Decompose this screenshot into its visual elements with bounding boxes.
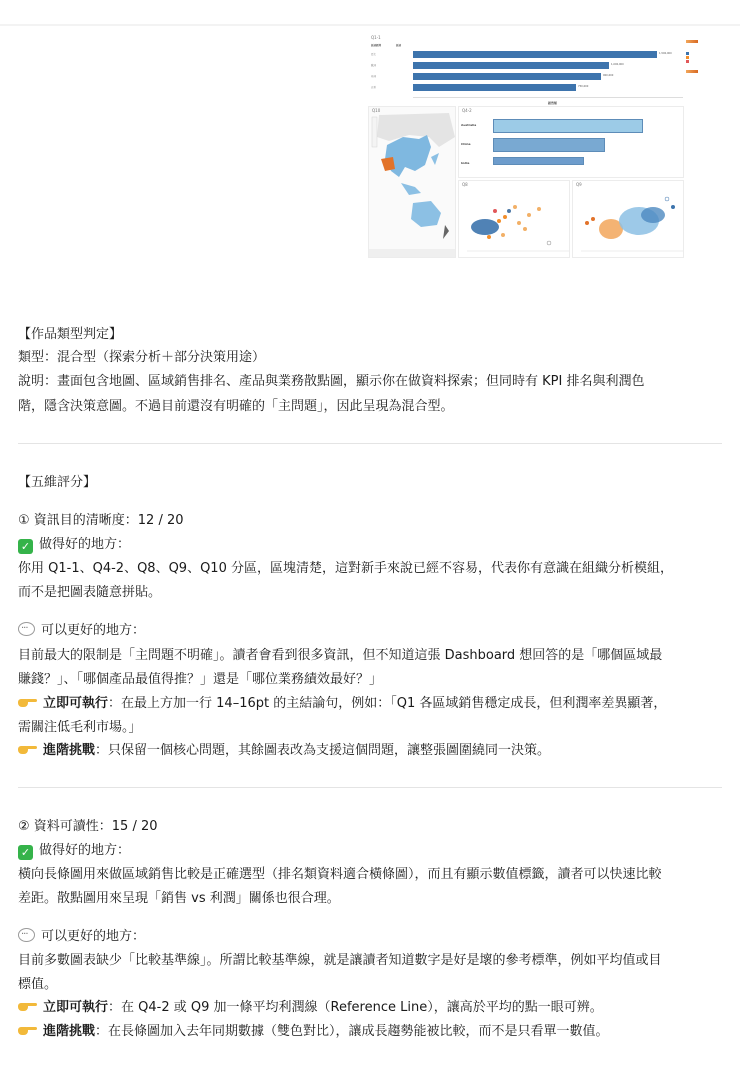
x-axis	[413, 97, 683, 98]
improve-points-text: 標值。	[18, 977, 58, 992]
panel-title: Q8	[462, 182, 468, 187]
row-label: Australia	[461, 123, 477, 127]
panel-title: Q4-2	[462, 108, 472, 113]
challenge-item: 進階挑戰：在長條圖加入去年同期數據（雙色對比），讓成長趨勢能被比較，而不是只看單一數值。	[18, 1021, 609, 1043]
bar	[413, 73, 601, 80]
description-line: 階，隱含決策意圖。不過目前還沒有明確的「主問題」，因此呈現為混合型。	[18, 399, 454, 414]
bar	[493, 157, 584, 165]
legend	[686, 36, 698, 96]
column-header: 區域	[396, 44, 402, 47]
row-label: 歐洲	[371, 64, 377, 67]
column-header: 區域經理	[371, 44, 382, 47]
criterion-title: ① 資訊目的清晰度：12 / 20	[18, 513, 184, 528]
bar	[413, 62, 609, 69]
type-line: 類型：混合型（探索分析＋部分決策用途）	[18, 350, 266, 365]
pointing-hand-icon	[18, 697, 37, 708]
row-label: China	[461, 142, 471, 146]
scatter-plot	[459, 181, 571, 259]
check-mark-icon: ✓	[18, 539, 33, 554]
bar	[413, 84, 576, 91]
panel-q10-map	[368, 106, 456, 258]
row-label: 非洲	[371, 75, 377, 78]
panel-title: Q9	[576, 182, 582, 187]
axis-label: 銷售額	[548, 101, 558, 105]
good-points-text: 你用 Q1-1、Q4-2、Q8、Q9、Q10 分區，區塊清楚，這對新手來說已經不容易，代表你有意識在組織分析模組，	[18, 561, 673, 576]
good-points-text: 而不是把圖表隨意拼貼。	[18, 585, 162, 600]
improve-points-text: 賺錢？」、「哪個產品最值得推？」還是「哪位業務績效最好？」	[18, 672, 383, 687]
description-line: 說明：畫面包含地圖、區域銷售排名、產品與業務散點圖，顯示你在做資料探索；但同時有 KPI 排名與利潤色	[18, 374, 645, 389]
pointing-hand-icon	[18, 1001, 37, 1012]
section-divider	[18, 787, 722, 788]
action-item-continued: 需關注低毛利市場。」	[18, 720, 142, 735]
bar-value: 750,000	[578, 85, 589, 88]
improve-points-text: 目前多數圖表缺少「比較基準線」。所謂比較基準線，就是讓讀者知道數字是好是壞的參考標準，例如平均值或目	[18, 953, 662, 968]
good-points-label: ✓ 做得好的地方：	[18, 840, 130, 862]
row-label: India	[461, 161, 470, 165]
bar	[493, 138, 605, 152]
section-heading-scores: 【五維評分】	[18, 475, 97, 490]
check-mark-icon: ✓	[18, 845, 33, 860]
criterion-title: ② 資料可讀性：15 / 20	[18, 819, 158, 834]
good-points-text: 橫向長條圖用來做區域銷售比較是正確選型（排名類資料適合橫條圖），而且有顯示數值標籤，讀者可以快速比較	[18, 867, 662, 882]
top-divider	[0, 24, 740, 26]
legend-gradient	[686, 70, 698, 73]
speech-bubble-icon	[18, 622, 35, 636]
good-points-label: ✓ 做得好的地方：	[18, 534, 130, 556]
section-divider	[18, 443, 722, 444]
row-label: 亞太	[371, 53, 377, 56]
bar	[413, 51, 657, 58]
action-item: 立即可執行：在最上方加一行 14–16pt 的主結論句，例如：「Q1 各區域銷售穩定成長，但利潤率差異顯著，	[18, 693, 666, 715]
challenge-item: 進階挑戰：只保留一個核心問題，其餘圖表改為支援這個問題，讓整張圖圍繞同一決策。	[18, 740, 550, 762]
improve-points-label: ···可以更好的地方：	[18, 620, 145, 642]
scatter-plot	[573, 181, 685, 259]
speech-bubble-icon	[18, 928, 35, 942]
dashboard-screenshot	[368, 34, 698, 258]
legend-swatch	[686, 52, 689, 55]
improve-points-text: 目前最大的限制是「主問題不明確」。讀者會看到很多資訊，但不知道這張 Dashboard 想回答的是「哪個區域最	[18, 648, 663, 663]
section-heading-type: 【作品類型判定】	[18, 327, 123, 342]
legend-swatch	[686, 60, 689, 63]
panel-title: Q1-1	[371, 35, 381, 40]
improve-points-label: ···可以更好的地方：	[18, 926, 145, 948]
panel-q1-1	[368, 34, 686, 106]
panel-q8-scatter	[458, 180, 570, 258]
action-item: 立即可執行：在 Q4-2 或 Q9 加一條平均利潤線（Reference Line），讓高於平均的點一眼可辨。	[18, 997, 603, 1019]
panel-title: Q10	[372, 108, 381, 113]
bar-value: 900,000	[603, 74, 614, 77]
legend-swatch	[686, 56, 689, 59]
bar	[493, 119, 643, 133]
legend-gradient	[686, 40, 698, 43]
good-points-text: 差距。散點圖用來呈現「銷售 vs 利潤」關係也很合理。	[18, 891, 340, 906]
map-graphic	[369, 107, 456, 258]
row-label: 北美	[371, 86, 377, 89]
panel-q4-2	[458, 106, 684, 178]
panel-q9-scatter	[572, 180, 684, 258]
pointing-hand-icon	[18, 1025, 37, 1036]
bar-value: 1,000,000	[611, 63, 624, 66]
bar-value: 1,500,000	[659, 52, 672, 55]
pointing-hand-icon	[18, 744, 37, 755]
